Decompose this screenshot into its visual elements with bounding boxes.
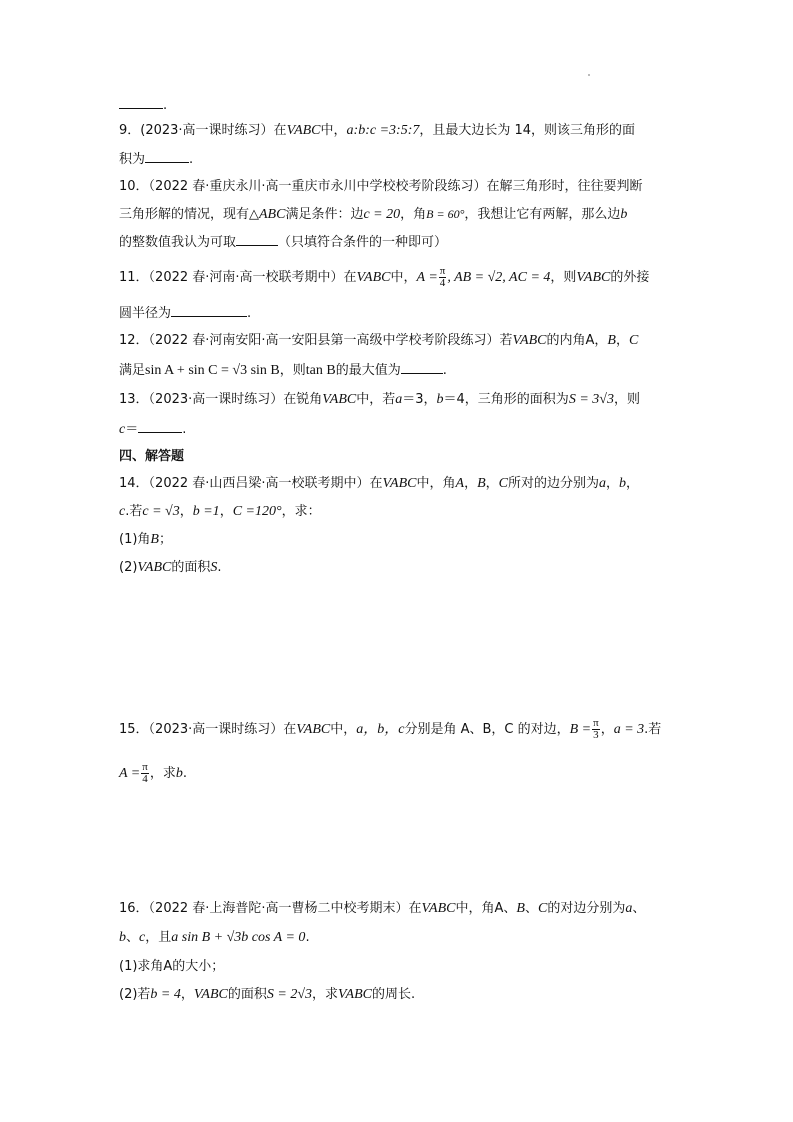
fraction-pi-over-4: $\frac{\pi}{4}$ — [439, 265, 446, 289]
answer-blank — [145, 148, 189, 163]
question-16-line-1: 16．（2022 春·上海普陀·高一曹杨二中校考期末）在VABC中，角A、B、C的对边分别为a、 — [119, 901, 646, 916]
scan-dot — [588, 74, 590, 76]
question-10-line-1: 10．（2022 春·重庆永川·高一重庆市永川中学校校考阶段练习）在解三角形时，往往要判断 — [119, 179, 643, 194]
question-12-line-1: 12．（2022 春·河南安阳·高一安阳县第一高级中学校考阶段练习）若VABC的内角A，B，C — [119, 333, 639, 348]
answer-blank — [171, 302, 247, 317]
section-heading: 四、解答题 — [119, 449, 185, 464]
question-9-line-2: 积为 . — [119, 148, 193, 170]
question-15-line-1: 15．（2023·高一课时练习）在VABC中，a，b，c分别是角 A、B，C 的对边，B = $\frac{\pi}{3}$ ，a = 3.若 — [119, 717, 662, 741]
question-9-line-1: 9．(2023·高一课时练习）在VABC中，a:b:c =3:5:7，且最大边长为 14，则该三角形的面 — [119, 123, 636, 138]
question-14-sub-1: (1)角B； — [119, 532, 172, 547]
question-16-sub-1: (1)求角A的大小； — [119, 959, 225, 974]
fraction-pi-over-4: $\frac{\pi}{4}$ — [142, 761, 148, 785]
question-16-sub-2: (2)若b = 4，VABC的面积S = 2√3，求VABC的周长. — [119, 987, 416, 1002]
answer-blank — [119, 94, 163, 109]
fraction-pi-over-3: $\frac{\pi}{3}$ — [593, 717, 599, 741]
question-14-sub-2: (2)VABC的面积S. — [119, 560, 222, 575]
question-14-line-1: 14．（2022 春·山西吕梁·高一校联考期中）在VABC中，角A，B，C所对的边分别为a，b， — [119, 476, 640, 491]
question-13-line-1: 13．（2023·高一课时练习）在锐角VABC中，若a＝3，b＝4，三角形的面积为S = 3√3，则 — [119, 392, 640, 407]
answer-blank — [401, 359, 443, 374]
answer-blank — [138, 418, 182, 433]
top-fragment: . — [119, 94, 167, 116]
question-14-line-2: c.若c = √3，b =1，C =120°，求： — [119, 504, 321, 519]
answer-blank — [236, 231, 278, 246]
question-11-line-2: 圆半径为 . — [119, 302, 251, 324]
question-11-line-1: 11．（2022 春·河南·高一校联考期中）在VABC中，A = $\frac{\pi}{4}$ , AB = √2, AC = 4，则VABC的外接 — [119, 265, 650, 289]
question-13-line-2: c＝ . — [119, 418, 186, 440]
question-10-line-2: 三角形解的情况，现有△ABC满足条件：边c = 20，角B = 60°，我想让它有两解，那么边b — [119, 207, 628, 222]
question-16-line-2: b、c，且a sin B + √3b cos A = 0. — [119, 930, 310, 945]
question-12-line-2: 满足sin A + sin C = √3 sin B，则tan B的最大值为 . — [119, 359, 447, 381]
question-10-line-3: 的整数值我认为可取 （只填符合条件的一种即可） — [119, 231, 447, 253]
question-15-line-2: A = $\frac{\pi}{4}$ ，求b. — [119, 761, 187, 785]
